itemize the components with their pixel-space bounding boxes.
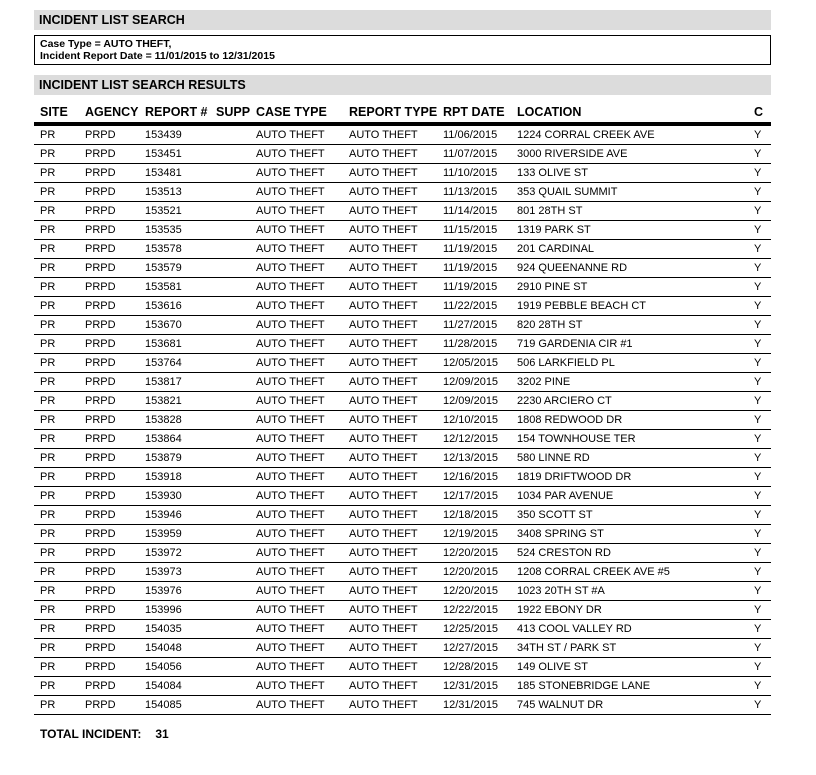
cell-report-number: 153513 (145, 186, 182, 198)
cell-report-type: AUTO THEFT (349, 281, 418, 293)
cell-report-number: 153439 (145, 129, 182, 141)
cell-case-type: AUTO THEFT (256, 699, 325, 711)
cell-case-type: AUTO THEFT (256, 167, 325, 179)
cell-report-number: 153451 (145, 148, 182, 160)
cell-agency: PRPD (85, 205, 116, 217)
table-row (34, 316, 771, 335)
cell-case-type: AUTO THEFT (256, 604, 325, 616)
cell-site: PR (40, 623, 56, 635)
cell-rpt-date: 12/09/2015 (443, 395, 499, 407)
table-row (34, 392, 771, 411)
cell-report-number: 154048 (145, 642, 182, 654)
cell-c: Y (754, 167, 762, 179)
cell-site: PR (40, 148, 56, 160)
cell-report-type: AUTO THEFT (349, 167, 418, 179)
cell-agency: PRPD (85, 319, 116, 331)
cell-report-type: AUTO THEFT (349, 490, 418, 502)
cell-rpt-date: 12/18/2015 (443, 509, 499, 521)
cell-site: PR (40, 642, 56, 654)
cell-agency: PRPD (85, 623, 116, 635)
cell-c: Y (754, 395, 762, 407)
column-header-location: LOCATION (517, 105, 582, 119)
cell-rpt-date: 11/19/2015 (443, 281, 498, 293)
column-header-supp: SUPP (216, 105, 251, 119)
cell-rpt-date: 12/19/2015 (443, 528, 499, 540)
cell-location: 745 WALNUT DR (517, 699, 604, 711)
cell-site: PR (40, 433, 56, 445)
table-row (34, 411, 771, 430)
cell-c: Y (754, 604, 762, 616)
cell-report-type: AUTO THEFT (349, 642, 418, 654)
cell-report-type: AUTO THEFT (349, 148, 418, 160)
cell-report-type: AUTO THEFT (349, 604, 418, 616)
cell-location: 149 OLIVE ST (517, 661, 588, 673)
cell-case-type: AUTO THEFT (256, 376, 325, 388)
cell-location: 353 QUAIL SUMMIT (517, 186, 618, 198)
cell-report-number: 153864 (145, 433, 182, 445)
cell-site: PR (40, 566, 56, 578)
cell-location: 1224 CORRAL CREEK AVE (517, 129, 655, 141)
cell-report-number: 153764 (145, 357, 182, 369)
cell-rpt-date: 12/12/2015 (443, 433, 499, 445)
cell-agency: PRPD (85, 300, 116, 312)
table-row (34, 525, 771, 544)
cell-agency: PRPD (85, 167, 116, 179)
cell-rpt-date: 12/28/2015 (443, 661, 499, 673)
table-row (34, 487, 771, 506)
cell-site: PR (40, 262, 56, 274)
cell-c: Y (754, 661, 762, 673)
cell-site: PR (40, 547, 56, 559)
cell-report-number: 153821 (145, 395, 182, 407)
cell-report-type: AUTO THEFT (349, 224, 418, 236)
cell-report-type: AUTO THEFT (349, 623, 418, 635)
results-table-body (34, 126, 771, 715)
cell-agency: PRPD (85, 129, 116, 141)
cell-agency: PRPD (85, 585, 116, 597)
cell-report-number: 153946 (145, 509, 182, 521)
cell-rpt-date: 11/22/2015 (443, 300, 498, 312)
cell-rpt-date: 12/13/2015 (443, 452, 499, 464)
cell-site: PR (40, 414, 56, 426)
cell-case-type: AUTO THEFT (256, 490, 325, 502)
cell-location: 34TH ST / PARK ST (517, 642, 617, 654)
cell-rpt-date: 12/27/2015 (443, 642, 499, 654)
table-row (34, 278, 771, 297)
cell-site: PR (40, 243, 56, 255)
cell-c: Y (754, 490, 762, 502)
cell-rpt-date: 11/19/2015 (443, 262, 498, 274)
cell-agency: PRPD (85, 661, 116, 673)
cell-agency: PRPD (85, 262, 116, 274)
cell-report-type: AUTO THEFT (349, 566, 418, 578)
table-row (34, 563, 771, 582)
column-header-c: C (754, 105, 764, 119)
cell-site: PR (40, 604, 56, 616)
cell-report-type: AUTO THEFT (349, 699, 418, 711)
cell-rpt-date: 11/19/2015 (443, 243, 498, 255)
cell-report-number: 153918 (145, 471, 182, 483)
cell-report-type: AUTO THEFT (349, 661, 418, 673)
cell-report-type: AUTO THEFT (349, 452, 418, 464)
results-table-header (34, 103, 771, 126)
cell-case-type: AUTO THEFT (256, 243, 325, 255)
cell-c: Y (754, 471, 762, 483)
cell-c: Y (754, 547, 762, 559)
cell-site: PR (40, 585, 56, 597)
cell-c: Y (754, 186, 762, 198)
cell-location: 580 LINNE RD (517, 452, 590, 464)
cell-location: 3408 SPRING ST (517, 528, 604, 540)
cell-report-type: AUTO THEFT (349, 243, 418, 255)
cell-rpt-date: 12/17/2015 (443, 490, 499, 502)
cell-site: PR (40, 281, 56, 293)
cell-agency: PRPD (85, 224, 116, 236)
table-row (34, 183, 771, 202)
search-section-title: INCIDENT LIST SEARCH (34, 10, 771, 30)
cell-rpt-date: 12/25/2015 (443, 623, 499, 635)
cell-location: 1319 PARK ST (517, 224, 591, 236)
cell-case-type: AUTO THEFT (256, 129, 325, 141)
cell-report-type: AUTO THEFT (349, 471, 418, 483)
results-section-title: INCIDENT LIST SEARCH RESULTS (34, 75, 771, 95)
cell-report-type: AUTO THEFT (349, 338, 418, 350)
cell-site: PR (40, 186, 56, 198)
cell-rpt-date: 12/09/2015 (443, 376, 499, 388)
cell-site: PR (40, 376, 56, 388)
column-header-agency: AGENCY (85, 105, 139, 119)
cell-report-type: AUTO THEFT (349, 680, 418, 692)
cell-report-type: AUTO THEFT (349, 262, 418, 274)
table-row (34, 297, 771, 316)
cell-location: 1034 PAR AVENUE (517, 490, 614, 502)
cell-report-type: AUTO THEFT (349, 300, 418, 312)
table-row (34, 696, 771, 715)
cell-rpt-date: 12/22/2015 (443, 604, 499, 616)
cell-rpt-date: 12/20/2015 (443, 547, 499, 559)
cell-report-number: 154084 (145, 680, 182, 692)
criteria-case-type: Case Type = AUTO THEFT, (40, 38, 172, 50)
table-row (34, 544, 771, 563)
cell-case-type: AUTO THEFT (256, 262, 325, 274)
cell-c: Y (754, 281, 762, 293)
column-header-report-number: REPORT # (145, 105, 208, 119)
cell-site: PR (40, 699, 56, 711)
cell-report-number: 153976 (145, 585, 182, 597)
table-row (34, 240, 771, 259)
cell-location: 506 LARKFIELD PL (517, 357, 615, 369)
cell-c: Y (754, 642, 762, 654)
cell-location: 413 COOL VALLEY RD (517, 623, 632, 635)
cell-agency: PRPD (85, 471, 116, 483)
cell-report-number: 154056 (145, 661, 182, 673)
total-value: 31 (155, 727, 169, 741)
cell-site: PR (40, 338, 56, 350)
cell-location: 2230 ARCIERO CT (517, 395, 612, 407)
cell-case-type: AUTO THEFT (256, 566, 325, 578)
cell-location: 524 CRESTON RD (517, 547, 611, 559)
cell-rpt-date: 11/15/2015 (443, 224, 498, 236)
cell-report-number: 153973 (145, 566, 182, 578)
cell-case-type: AUTO THEFT (256, 300, 325, 312)
cell-c: Y (754, 338, 762, 350)
cell-case-type: AUTO THEFT (256, 148, 325, 160)
cell-agency: PRPD (85, 395, 116, 407)
cell-c: Y (754, 699, 762, 711)
table-row (34, 354, 771, 373)
cell-rpt-date: 12/20/2015 (443, 585, 499, 597)
cell-case-type: AUTO THEFT (256, 338, 325, 350)
cell-case-type: AUTO THEFT (256, 395, 325, 407)
cell-report-type: AUTO THEFT (349, 205, 418, 217)
cell-c: Y (754, 357, 762, 369)
cell-site: PR (40, 509, 56, 521)
cell-case-type: AUTO THEFT (256, 452, 325, 464)
cell-c: Y (754, 319, 762, 331)
table-row (34, 601, 771, 620)
table-row (34, 620, 771, 639)
cell-agency: PRPD (85, 528, 116, 540)
cell-report-type: AUTO THEFT (349, 414, 418, 426)
cell-location: 801 28TH ST (517, 205, 583, 217)
cell-agency: PRPD (85, 281, 116, 293)
cell-report-type: AUTO THEFT (349, 395, 418, 407)
criteria-report-date: Incident Report Date = 11/01/2015 to 12/31/2015 (40, 50, 275, 62)
cell-location: 2910 PINE ST (517, 281, 588, 293)
cell-case-type: AUTO THEFT (256, 186, 325, 198)
column-header-case-type: CASE TYPE (256, 105, 327, 119)
cell-agency: PRPD (85, 452, 116, 464)
cell-case-type: AUTO THEFT (256, 357, 325, 369)
table-row (34, 335, 771, 354)
cell-case-type: AUTO THEFT (256, 661, 325, 673)
total-label: TOTAL INCIDENT: (40, 727, 142, 741)
cell-location: 201 CARDINAL (517, 243, 595, 255)
table-row (34, 259, 771, 278)
cell-report-number: 153930 (145, 490, 182, 502)
cell-report-number: 153578 (145, 243, 182, 255)
cell-rpt-date: 12/05/2015 (443, 357, 499, 369)
cell-rpt-date: 12/20/2015 (443, 566, 499, 578)
cell-case-type: AUTO THEFT (256, 623, 325, 635)
cell-report-number: 153879 (145, 452, 182, 464)
cell-c: Y (754, 414, 762, 426)
cell-case-type: AUTO THEFT (256, 471, 325, 483)
cell-case-type: AUTO THEFT (256, 224, 325, 236)
cell-report-number: 153616 (145, 300, 182, 312)
cell-report-number: 153535 (145, 224, 182, 236)
cell-agency: PRPD (85, 148, 116, 160)
cell-c: Y (754, 509, 762, 521)
cell-c: Y (754, 300, 762, 312)
cell-case-type: AUTO THEFT (256, 414, 325, 426)
cell-report-type: AUTO THEFT (349, 186, 418, 198)
cell-report-number: 153996 (145, 604, 182, 616)
cell-rpt-date: 11/10/2015 (443, 167, 498, 179)
cell-report-number: 153959 (145, 528, 182, 540)
cell-agency: PRPD (85, 186, 116, 198)
cell-agency: PRPD (85, 490, 116, 502)
cell-agency: PRPD (85, 509, 116, 521)
cell-site: PR (40, 224, 56, 236)
cell-c: Y (754, 623, 762, 635)
cell-agency: PRPD (85, 604, 116, 616)
cell-site: PR (40, 395, 56, 407)
cell-report-type: AUTO THEFT (349, 585, 418, 597)
cell-site: PR (40, 471, 56, 483)
cell-c: Y (754, 566, 762, 578)
cell-agency: PRPD (85, 547, 116, 559)
cell-report-number: 153670 (145, 319, 182, 331)
table-row (34, 126, 771, 145)
cell-rpt-date: 11/27/2015 (443, 319, 498, 331)
cell-location: 1023 20TH ST #A (517, 585, 605, 597)
table-row (34, 164, 771, 183)
cell-rpt-date: 12/31/2015 (443, 699, 499, 711)
cell-location: 924 QUEENANNE RD (517, 262, 628, 274)
cell-report-number: 154035 (145, 623, 182, 635)
cell-location: 1819 DRIFTWOOD DR (517, 471, 632, 483)
table-row (34, 582, 771, 601)
cell-case-type: AUTO THEFT (256, 281, 325, 293)
cell-location: 3202 PINE (517, 376, 571, 388)
column-header-site: SITE (40, 105, 68, 119)
cell-c: Y (754, 205, 762, 217)
cell-agency: PRPD (85, 357, 116, 369)
cell-case-type: AUTO THEFT (256, 547, 325, 559)
cell-agency: PRPD (85, 433, 116, 445)
cell-report-type: AUTO THEFT (349, 433, 418, 445)
cell-location: 1922 EBONY DR (517, 604, 602, 616)
cell-c: Y (754, 452, 762, 464)
total-incidents (40, 727, 169, 741)
cell-report-number: 153521 (145, 205, 182, 217)
column-header-rpt-date: RPT DATE (443, 105, 505, 119)
cell-rpt-date: 11/06/2015 (443, 129, 498, 141)
table-row (34, 639, 771, 658)
cell-rpt-date: 11/07/2015 (443, 148, 498, 160)
table-row (34, 658, 771, 677)
cell-case-type: AUTO THEFT (256, 509, 325, 521)
cell-location: 154 TOWNHOUSE TER (517, 433, 636, 445)
cell-site: PR (40, 129, 56, 141)
cell-case-type: AUTO THEFT (256, 642, 325, 654)
cell-case-type: AUTO THEFT (256, 319, 325, 331)
cell-agency: PRPD (85, 566, 116, 578)
cell-case-type: AUTO THEFT (256, 433, 325, 445)
cell-case-type: AUTO THEFT (256, 528, 325, 540)
cell-report-type: AUTO THEFT (349, 547, 418, 559)
table-row (34, 430, 771, 449)
cell-report-number: 153579 (145, 262, 182, 274)
cell-c: Y (754, 148, 762, 160)
cell-rpt-date: 12/10/2015 (443, 414, 499, 426)
cell-site: PR (40, 319, 56, 331)
cell-c: Y (754, 243, 762, 255)
table-row (34, 449, 771, 468)
cell-site: PR (40, 167, 56, 179)
cell-report-number: 153972 (145, 547, 182, 559)
table-row (34, 677, 771, 696)
cell-site: PR (40, 452, 56, 464)
cell-case-type: AUTO THEFT (256, 205, 325, 217)
cell-report-type: AUTO THEFT (349, 319, 418, 331)
column-header-report-type: REPORT TYPE (349, 105, 438, 119)
cell-c: Y (754, 262, 762, 274)
cell-location: 820 28TH ST (517, 319, 583, 331)
cell-location: 1208 CORRAL CREEK AVE #5 (517, 566, 670, 578)
cell-site: PR (40, 528, 56, 540)
cell-site: PR (40, 680, 56, 692)
cell-agency: PRPD (85, 338, 116, 350)
cell-agency: PRPD (85, 642, 116, 654)
cell-location: 3000 RIVERSIDE AVE (517, 148, 628, 160)
cell-rpt-date: 11/14/2015 (443, 205, 498, 217)
cell-report-type: AUTO THEFT (349, 509, 418, 521)
cell-agency: PRPD (85, 680, 116, 692)
cell-report-type: AUTO THEFT (349, 129, 418, 141)
cell-report-number: 153817 (145, 376, 182, 388)
cell-location: 719 GARDENIA CIR #1 (517, 338, 633, 350)
cell-c: Y (754, 376, 762, 388)
cell-site: PR (40, 357, 56, 369)
cell-site: PR (40, 661, 56, 673)
cell-rpt-date: 11/28/2015 (443, 338, 498, 350)
cell-agency: PRPD (85, 376, 116, 388)
table-row (34, 373, 771, 392)
table-row (34, 202, 771, 221)
cell-agency: PRPD (85, 243, 116, 255)
cell-report-number: 153481 (145, 167, 182, 179)
cell-report-number: 154085 (145, 699, 182, 711)
cell-c: Y (754, 585, 762, 597)
cell-location: 1919 PEBBLE BEACH CT (517, 300, 647, 312)
cell-location: 1808 REDWOOD DR (517, 414, 623, 426)
table-row (34, 468, 771, 487)
cell-report-type: AUTO THEFT (349, 357, 418, 369)
cell-report-number: 153828 (145, 414, 182, 426)
cell-rpt-date: 12/16/2015 (443, 471, 499, 483)
cell-agency: PRPD (85, 414, 116, 426)
table-row (34, 145, 771, 164)
cell-report-number: 153681 (145, 338, 182, 350)
cell-report-type: AUTO THEFT (349, 528, 418, 540)
cell-site: PR (40, 205, 56, 217)
cell-site: PR (40, 490, 56, 502)
cell-location: 350 SCOTT ST (517, 509, 593, 521)
cell-report-type: AUTO THEFT (349, 376, 418, 388)
cell-report-number: 153581 (145, 281, 182, 293)
cell-site: PR (40, 300, 56, 312)
cell-rpt-date: 12/31/2015 (443, 680, 499, 692)
cell-c: Y (754, 224, 762, 236)
cell-rpt-date: 11/13/2015 (443, 186, 498, 198)
cell-c: Y (754, 680, 762, 692)
cell-location: 185 STONEBRIDGE LANE (517, 680, 651, 692)
table-row (34, 221, 771, 240)
cell-agency: PRPD (85, 699, 116, 711)
cell-c: Y (754, 433, 762, 445)
cell-case-type: AUTO THEFT (256, 585, 325, 597)
cell-location: 133 OLIVE ST (517, 167, 588, 179)
cell-c: Y (754, 129, 762, 141)
cell-case-type: AUTO THEFT (256, 680, 325, 692)
table-row (34, 506, 771, 525)
search-criteria-box (34, 35, 771, 65)
cell-c: Y (754, 528, 762, 540)
